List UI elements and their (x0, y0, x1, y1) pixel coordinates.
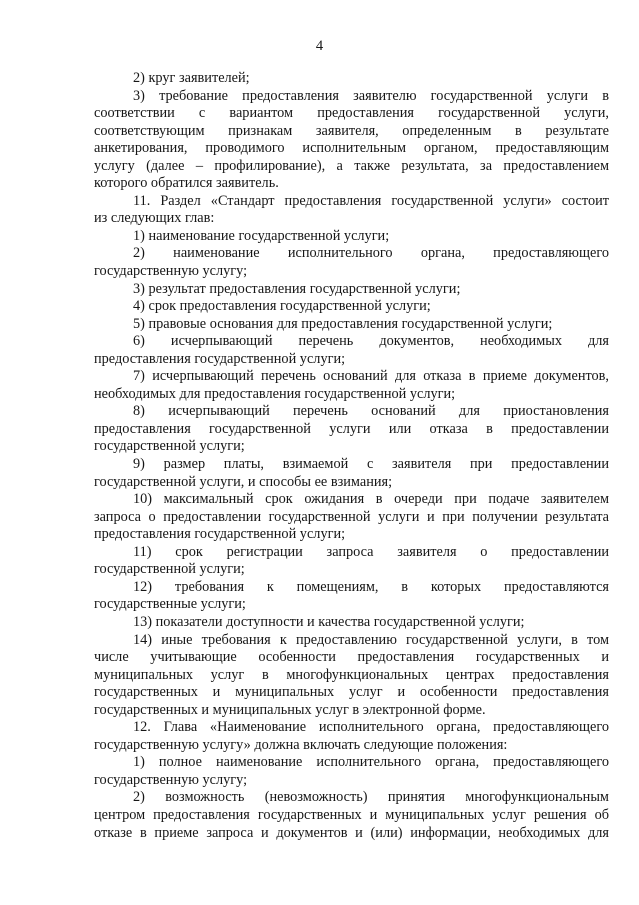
paragraph (94, 298, 609, 316)
text-line: 10) максимальный срок ожидания в очереди при подаче заявителем (133, 491, 609, 508)
text-line: предоставления государственной услуги или отказа в предоставлении (94, 420, 609, 437)
paragraph (94, 456, 609, 491)
text-line: 3) результат предоставления государственной услуги; (133, 280, 461, 297)
text-line: государственной услуги, и способы ее взимания; (94, 473, 393, 490)
text-line: государственной услуги; (94, 438, 245, 455)
text-line: государственной услуги; (94, 561, 245, 578)
text-line: государственную услугу; (94, 771, 248, 788)
text-line: из следующих глав: (94, 210, 215, 227)
text-line: 2) наименование исполнительного органа, предоставляющего (133, 245, 609, 262)
document-body (94, 70, 609, 842)
paragraph (94, 614, 609, 632)
text-line: государственную услугу» должна включать следующие положения: (94, 736, 508, 753)
paragraph (94, 544, 609, 579)
text-line: отказе в приеме запроса и документов и (или) информации, необходимых для (94, 824, 609, 841)
paragraph (94, 368, 609, 403)
text-line: которого обратился заявитель. (94, 175, 279, 192)
text-line: соответствующим признакам заявителя, определенным в результате (94, 122, 609, 139)
paragraph (94, 579, 609, 614)
paragraph (94, 403, 609, 456)
text-line: 6) исчерпывающий перечень документов, необходимых для (133, 333, 609, 350)
paragraph (94, 281, 609, 299)
text-line: 11) срок регистрации запроса заявителя о предоставлении (133, 543, 609, 560)
text-line: государственных и муниципальных услуг и особенности предоставления (94, 684, 609, 701)
text-line: услугу (далее – профилирование), а также результата, за предоставлением (94, 157, 609, 174)
text-line: 5) правовые основания для предоставления государственной услуги; (133, 315, 553, 332)
text-line: 14) иные требования к предоставлению государственной услуги, в том (133, 631, 609, 648)
text-line: анкетирования, проводимого исполнительным органом, предоставляющим (94, 140, 609, 157)
page-number: 4 (315, 38, 324, 54)
text-line: 12. Глава «Наименование исполнительного органа, предоставляющего (133, 719, 609, 736)
paragraph (94, 491, 609, 544)
paragraph (94, 70, 609, 88)
text-line: 2) возможность (невозможность) принятия многофункциональным (133, 789, 609, 806)
text-line: соответствии с вариантом предоставления государственной услуги, (94, 105, 609, 122)
paragraph (94, 316, 609, 334)
paragraph (94, 754, 609, 789)
text-line: 1) наименование государственной услуги; (133, 227, 390, 244)
paragraph (94, 245, 609, 280)
text-line: 12) требования к помещениям, в которых предоставляются (133, 578, 609, 595)
text-line: 2) круг заявителей; (133, 70, 250, 86)
text-line: предоставления государственной услуги; (94, 350, 346, 367)
text-line: 3) требование предоставления заявителю государственной услуги в (133, 87, 609, 104)
text-line: 13) показатели доступности и качества государственной услуги; (133, 613, 525, 630)
text-line: муниципальных услуг в многофункциональных центрах предоставления (94, 666, 609, 683)
text-line: центром предоставления государственных и муниципальных услуг решения об (94, 806, 609, 823)
text-line: запроса о предоставлении государственной услуги и при получении результата (94, 508, 609, 525)
text-line: числе учитывающие особенности предоставления государственных и (94, 649, 609, 666)
text-line: 4) срок предоставления государственной услуги; (133, 298, 431, 315)
text-line: предоставления государственной услуги; (94, 526, 346, 543)
text-line: необходимых для предоставления государственной услуги; (94, 385, 456, 402)
text-line: 9) размер платы, взимаемой с заявителя при предоставлении (133, 456, 609, 473)
paragraph (94, 632, 609, 720)
text-line: 11. Раздел «Стандарт предоставления государственной услуги» состоит (133, 192, 609, 209)
paragraph (94, 789, 609, 842)
paragraph (94, 228, 609, 246)
paragraph (94, 88, 609, 193)
text-line: 7) исчерпывающий перечень оснований для отказа в приеме документов, (133, 368, 609, 385)
paragraph (94, 193, 609, 228)
paragraph (94, 719, 609, 754)
paragraph (94, 333, 609, 368)
text-line: 1) полное наименование исполнительного органа, предоставляющего (133, 754, 609, 771)
text-line: 8) исчерпывающий перечень оснований для приостановления (133, 403, 609, 420)
text-line: государственных и муниципальных услуг в электронной форме. (94, 701, 486, 718)
text-line: государственные услуги; (94, 596, 246, 613)
text-line: государственную услугу; (94, 263, 248, 280)
